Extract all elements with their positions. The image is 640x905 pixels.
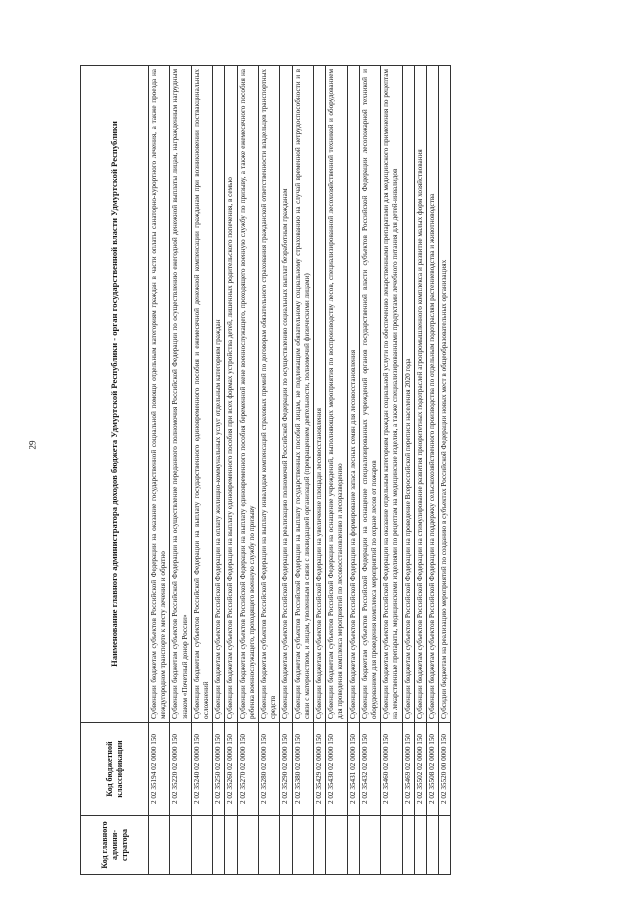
cell-budget-code: 2 02 35250 02 0000 150: [213, 723, 225, 816]
cell-budget-code: 2 02 35220 02 0000 150: [170, 723, 191, 816]
header-budget-code: Код бюджетной классификации: [81, 723, 149, 816]
cell-admin-code: [359, 816, 380, 875]
cell-name: Субвенции бюджетам субъектов Российской Федерации на увеличение площади лесовосстановления: [314, 66, 326, 723]
cell-budget-code: 2 02 35508 02 0000 150: [427, 723, 439, 816]
cell-name: Субвенции бюджетам субъектов Российской Федерации на оплату жилищно-коммунальных услуг отдельным категориям граждан: [213, 66, 225, 723]
table-row: [402, 66, 414, 875]
cell-budget-code: 2 02 35432 02 0000 150: [359, 723, 380, 816]
cell-budget-code: 2 02 35502 02 0000 150: [414, 723, 426, 816]
cell-budget-code: 2 02 35429 02 0000 150: [314, 723, 326, 816]
cell-budget-code: 2 02 35260 02 0000 150: [225, 723, 237, 816]
cell-admin-code: [237, 816, 258, 875]
cell-admin-code: [213, 816, 225, 875]
cell-name: Субвенции бюджетам субъектов Российской Федерации на проведение Всероссийской переписи населения 2020 года: [402, 66, 414, 723]
table-row: [237, 66, 258, 875]
cell-name: Субвенции бюджетам субъектов Российской Федерации на оснащение специализированных учреждений органов государственной власти субъектов Российской Федерации лесопожарной техникой и оборудованием для проведения комплекса мероприятий по охране лесов от пожаров: [359, 66, 380, 723]
table-row: [439, 66, 451, 875]
cell-name: Субвенции бюджетам субъектов Российской Федерации на выплату инвалидам компенсаций страховых премий по договорам обязательного страхования гражданской ответственности владельцев транспортных средств: [259, 66, 280, 723]
cell-admin-code: [347, 816, 359, 875]
cell-admin-code: [427, 816, 439, 875]
cell-budget-code: 2 02 35460 02 0000 150: [381, 723, 402, 816]
cell-name: Субвенции бюджетам субъектов Российской Федерации на реализацию полномочий Российской Федерации по осуществлению социальных выплат безработным гражданам: [280, 66, 292, 723]
table-row: [381, 66, 402, 875]
cell-admin-code: [149, 816, 170, 875]
cell-admin-code: [280, 816, 292, 875]
cell-admin-code: [292, 816, 313, 875]
header-admin-code: Код главного админи-стратора: [81, 816, 149, 875]
table-row: [359, 66, 380, 875]
header-administrator-name: Наименование главного администратора доходов бюджета Удмуртской Республики - орган государственной власти Удмуртской Республики: [81, 66, 149, 723]
table-row: [149, 66, 170, 875]
cell-budget-code: 2 02 35270 02 0000 150: [237, 723, 258, 816]
table-body: [149, 66, 451, 875]
table-row: [259, 66, 280, 875]
cell-name: Субвенции бюджетам субъектов Российской Федерации на оснащение учреждений, выполняющих мероприятия по воспроизводству лесов, специализированной лесохозяйственной техникой и оборудованием для проведения комплекса мероприятий по лесовосстановлению и лесоразведению: [326, 66, 347, 723]
cell-admin-code: [402, 816, 414, 875]
table-row: [326, 66, 347, 875]
table-row: [280, 66, 292, 875]
cell-admin-code: [326, 816, 347, 875]
cell-admin-code: [414, 816, 426, 875]
cell-name: Субвенции бюджетам субъектов Российской Федерации на оказание отдельным категориям граждан социальной услуги по обеспечению лекарственными препаратами для медицинского применения по рецептам на лекарственные препараты, медицинскими изделиями по рецептам на медицинские изделия, а также специализированными продуктами лечебного питания для детей-инвалидов: [381, 66, 402, 723]
table-row: [213, 66, 225, 875]
cell-budget-code: 2 02 35469 02 0000 150: [402, 723, 414, 816]
cell-name: Субвенции бюджетам субъектов Российской Федерации на стимулирование развития приоритетных подотраслей агропромышленного комплекса и развитие малых форм хозяйствования: [414, 66, 426, 723]
cell-name: Субвенции бюджетам субъектов Российской Федерации на формирование запаса лесных семян для лесовосстановления: [347, 66, 359, 723]
cell-admin-code: [439, 816, 451, 875]
document-sheet: [80, 65, 575, 875]
cell-name: Субвенции бюджетам субъектов Российской Федерации на поддержку сельскохозяйственного производства по отдельным подотраслям растениеводства и животноводства: [427, 66, 439, 723]
cell-name: Субвенции бюджетам субъектов Российской Федерации на оказание государственной социальной помощи отдельным категориям граждан в части оплаты санаторно-курортного лечения, а также проезда на междугородном транспорте к месту лечения и обратно: [149, 66, 170, 723]
cell-name: Субвенции бюджетам субъектов Российской Федерации на выплату государственных пособий лицам, не подлежащим обязательному социальному страхованию на случай временной нетрудоспособности и в связи с материнством, и лицам, уволенным в связи с ликвидацией организаций (прекращением деятельности, полномочий физическими лицами): [292, 66, 313, 723]
cell-name: Субвенции бюджетам субъектов Российской Федерации на выплату единовременного пособия беременной жене военнослужащего, проходящего военную службу по призыву, а также ежемесячного пособия на ребенка военнослужащего, проходящего военную службу по призыву: [237, 66, 258, 723]
cell-budget-code: 2 02 35380 02 0000 150: [292, 723, 313, 816]
table-row: [225, 66, 237, 875]
table-row: [414, 66, 426, 875]
cell-name: Субвенции бюджетам субъектов Российской Федерации на выплату государственного единовременного пособия и ежемесячной денежной компенсации гражданам при возникновении поствакцинальных осложнений: [191, 66, 212, 723]
cell-budget-code: 2 02 35280 02 0000 150: [259, 723, 280, 816]
cell-budget-code: 2 02 35430 02 0000 150: [326, 723, 347, 816]
cell-admin-code: [314, 816, 326, 875]
table-row: [292, 66, 313, 875]
cell-budget-code: 2 02 35240 02 0000 150: [191, 723, 212, 816]
cell-budget-code: 2 02 35194 02 0000 150: [149, 723, 170, 816]
cell-name: Субсидии бюджетам на реализацию мероприятий по созданию в субъектах Российской Федерации новых мест в общеобразовательных организациях: [439, 66, 451, 723]
table-row: [347, 66, 359, 875]
cell-name: Субвенции бюджетам субъектов Российской Федерации на осуществление переданного полномочия Российской Федерации по осуществлению ежегодной денежной выплаты лицам, награжденным нагрудным знаком «Почетный донор России»: [170, 66, 191, 723]
page-number: 29: [27, 440, 38, 450]
table-row: [427, 66, 439, 875]
table-row: [170, 66, 191, 875]
cell-budget-code: 2 02 35431 02 0000 150: [347, 723, 359, 816]
cell-name: Субвенции бюджетам субъектов Российской Федерации на выплату единовременного пособия при всех формах устройства детей, лишенных родительского попечения, в семью: [225, 66, 237, 723]
table-row: [191, 66, 212, 875]
cell-admin-code: [170, 816, 191, 875]
cell-admin-code: [225, 816, 237, 875]
cell-budget-code: 2 02 35290 02 0000 150: [280, 723, 292, 816]
cell-admin-code: [381, 816, 402, 875]
revenue-administrators-table: [80, 65, 451, 875]
cell-admin-code: [259, 816, 280, 875]
table-row: [314, 66, 326, 875]
cell-admin-code: [191, 816, 212, 875]
cell-budget-code: 2 02 35520 00 0000 150: [439, 723, 451, 816]
table-header-row: [81, 66, 149, 875]
